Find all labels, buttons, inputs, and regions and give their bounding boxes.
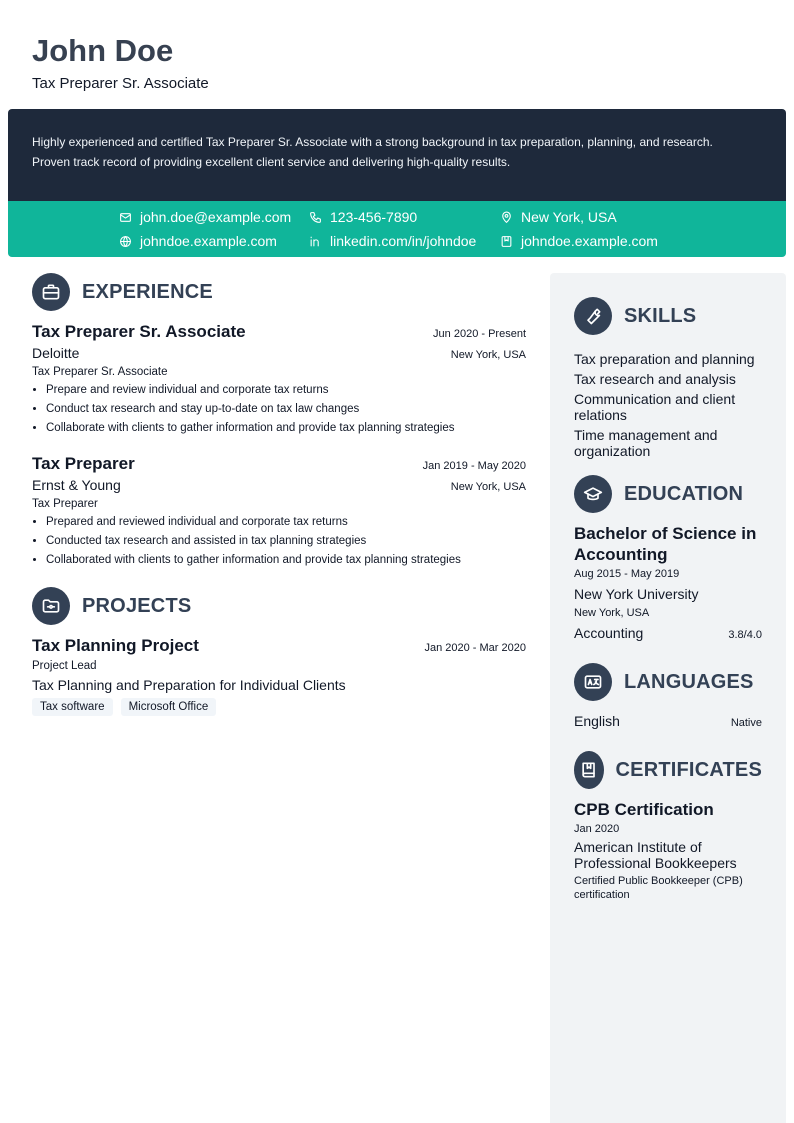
job-role: Tax Preparer — [32, 498, 98, 510]
job-title: Tax Preparer — [32, 454, 135, 473]
school-name: New York University — [574, 586, 699, 602]
language-name: English — [574, 713, 620, 729]
map-pin-icon — [500, 211, 513, 224]
bullet-item: • Conduct tax research and stay up-to-date on tax law changes — [46, 400, 526, 419]
contact-bar — [8, 201, 786, 257]
skill-item: Tax research and analysis — [574, 371, 736, 387]
book-icon — [574, 751, 604, 789]
phone-icon — [309, 211, 322, 224]
language-item — [574, 711, 762, 733]
main-column — [32, 273, 526, 716]
summary-line: Proven track record of providing excellent client service and delivering high-quality results. — [32, 155, 511, 169]
mail-icon — [119, 211, 132, 224]
skill-item: Tax preparation and planning — [574, 351, 755, 367]
projects-section-header — [32, 587, 526, 625]
job-location: New York, USA — [450, 349, 526, 361]
section-title: SKILLS — [624, 304, 697, 327]
bullet-item: • Collaborate with clients to gather information and provide tax planning strategies — [46, 419, 526, 438]
skills-section-header — [574, 297, 762, 335]
candidate-title: Tax Preparer Sr. Associate — [32, 75, 209, 92]
job-role: Tax Preparer Sr. Associate — [32, 366, 168, 378]
bullet-item: • Conducted tax research and assisted in tax planning strategies — [46, 532, 526, 551]
certificate-date: Jan 2020 — [574, 823, 620, 835]
skill-item: Time management and organization — [574, 427, 718, 459]
field-of-study: Accounting — [574, 625, 644, 641]
project-role: Project Lead — [32, 660, 97, 672]
job-title: Tax Preparer Sr. Associate — [32, 322, 246, 341]
project-entry — [32, 635, 526, 716]
graduation-cap-icon — [574, 475, 612, 513]
section-title: EDUCATION — [624, 482, 744, 505]
certificate-issuer: American Institute of Professional Bookkeepers — [574, 839, 737, 871]
contact-linkedin[interactable]: linkedin.com/in/johndoe — [309, 233, 476, 249]
certificates-section-header — [574, 751, 762, 789]
certificate-description: Certified Public Bookkeeper (CPB) certification — [574, 875, 743, 901]
experience-section-header — [32, 273, 526, 311]
school-location: New York, USA — [574, 607, 650, 619]
section-title: CERTIFICATES — [615, 758, 762, 781]
linkedin-icon — [309, 235, 322, 248]
translate-icon — [574, 663, 612, 701]
section-title: PROJECTS — [82, 594, 192, 617]
section-title: LANGUAGES — [624, 670, 754, 693]
bullet-item: • Prepare and review individual and corporate tax returns — [46, 381, 526, 400]
experience-entry — [32, 453, 526, 570]
languages-section-header — [574, 663, 762, 701]
education-date: Aug 2015 - May 2019 — [574, 568, 680, 580]
degree: Bachelor of Science in Accounting — [574, 524, 757, 564]
summary-banner — [8, 109, 786, 201]
bullet-item: • Collaborated with clients to gather information and provide tax planning strategies — [46, 551, 526, 570]
bullet-item: • Prepared and reviewed individual and corporate tax returns — [46, 513, 526, 532]
skills-list — [574, 351, 762, 459]
contact-email[interactable]: john.doe@example.com — [119, 209, 291, 225]
sidebar — [550, 273, 786, 1123]
job-location: New York, USA — [450, 481, 526, 493]
tag: Tax software — [32, 698, 113, 716]
company-name: Ernst & Young — [32, 477, 121, 493]
contact-portfolio[interactable]: johndoe.example.com — [500, 233, 658, 249]
gpa: 3.8/4.0 — [728, 629, 762, 641]
project-date: Jan 2020 - Mar 2020 — [424, 642, 526, 654]
summary-line: Highly experienced and certified Tax Preparer Sr. Associate with a strong background in tax preparation, planning, and research. — [32, 135, 713, 149]
job-date: Jan 2019 - May 2020 — [422, 460, 526, 472]
wrench-icon — [574, 297, 612, 335]
resume-header — [32, 33, 209, 92]
company-name: Deloitte — [32, 345, 80, 361]
folder-icon — [32, 587, 70, 625]
skill-item: Communication and client relations — [574, 391, 736, 423]
job-bullets — [32, 513, 526, 570]
project-description: Tax Planning and Preparation for Individual Clients — [32, 677, 346, 693]
project-title: Tax Planning Project — [32, 636, 199, 655]
section-title: EXPERIENCE — [82, 280, 213, 303]
job-bullets — [32, 381, 526, 438]
bookmark-icon — [500, 235, 513, 248]
tag: Microsoft Office — [121, 698, 217, 716]
globe-icon — [119, 235, 132, 248]
contact-location: New York, USA — [500, 209, 617, 225]
job-date: Jun 2020 - Present — [433, 328, 526, 340]
candidate-name: John Doe — [32, 33, 174, 68]
education-section-header — [574, 475, 762, 513]
contact-website[interactable]: johndoe.example.com — [119, 233, 277, 249]
language-level: Native — [730, 717, 762, 729]
certificate-title: CPB Certification — [574, 800, 714, 819]
project-tags — [32, 698, 526, 716]
contact-phone[interactable]: 123-456-7890 — [309, 209, 417, 225]
briefcase-icon — [32, 273, 70, 311]
experience-entry — [32, 321, 526, 438]
